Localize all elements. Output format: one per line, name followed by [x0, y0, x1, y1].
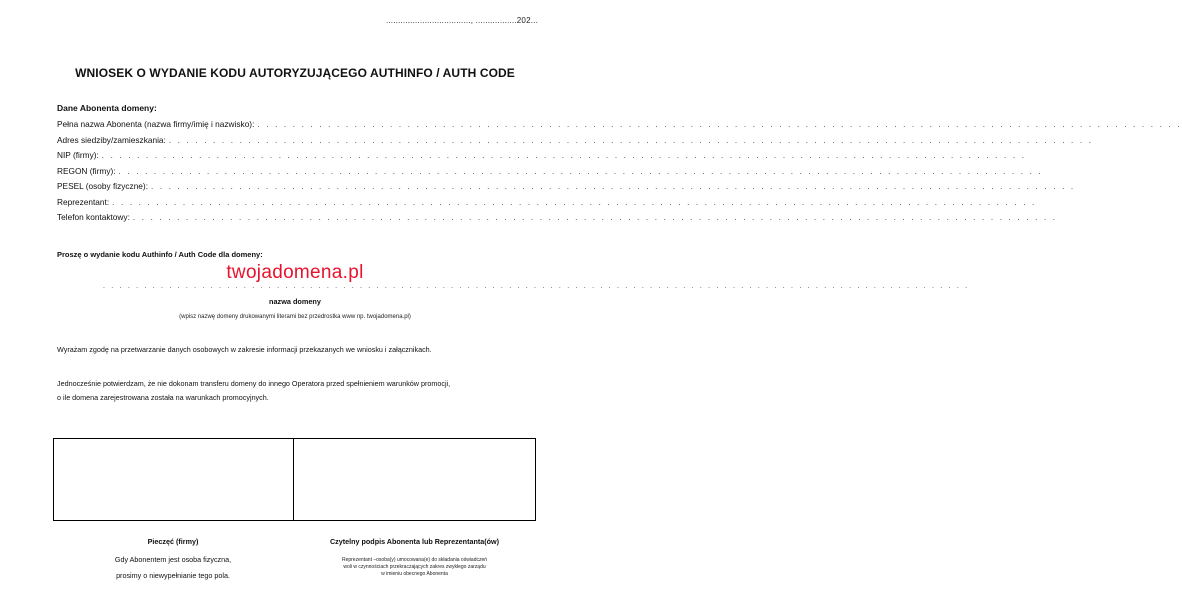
domain-fill-in-dots: . . . . . . . . . . . . . . . . . . . . . . . . . . . . . . . . . . . . . . . . . . . . . . . . . . . . . . . . . . . . . . . . . . . . . . . . . . . . . . . . . . . . . . . . . . . . . . . . . . . . . . . . .: [103, 283, 970, 290]
signature-note-line-1: Reprezentant –osoba(y) umocowana(e) do składania oświadczeń: [341, 557, 488, 563]
fill-in-dots: . . . . . . . . . . . . . . . . . . . . . . . . . . . . . . . . . . . . . . . . . . . . . . . . . . . . . . . . . . . . . . . . . . . . . . . . . . . . . . . . . . . . . . . . . . . . . . . . . . . . . . . . .: [101, 151, 1027, 160]
field-pesel[interactable]: [57, 181, 1076, 197]
request-text: Proszę o wydanie kodu Authinfo / Auth Code dla domeny:: [57, 250, 263, 259]
field-full-name[interactable]: [57, 119, 1182, 135]
field-regon[interactable]: [57, 165, 1043, 182]
fill-in-dots: . . . . . . . . . . . . . . . . . . . . . . . . . . . . . . . . . . . . . . . . . . . . . . . . . . . . . . . . . . . . . . . . . . . . . . . . . . . . . . . . . . . . . . . . . . . . . . . . . . . . . . . . .: [257, 120, 1182, 129]
stamp-note-line-1: Gdy Abonentem jest osoba fizyczna,: [114, 555, 232, 564]
fill-in-dots: . . . . . . . . . . . . . . . . . . . . . . . . . . . . . . . . . . . . . . . . . . . . . . . . . . . . . . . . . . . . . . . . . . . . . . . . . . . . . . . . . . . . . . . . . . . . . . . . . . . . . . . . .: [118, 166, 1043, 176]
stamp-title: Pieczęć (firmy): [147, 537, 199, 546]
fill-in-dots: . . . . . . . . . . . . . . . . . . . . . . . . . . . . . . . . . . . . . . . . . . . . . . . . . . . . . . . . . . . . . . . . . . . . . . . . . . . . . . . . . . . . . . . . . . . . . . . . . . . . . . . . .: [112, 197, 1037, 207]
place-date-line: ..................................., .................202...: [385, 16, 538, 25]
field-label: Adres siedziby/zamieszkania:: [57, 134, 166, 145]
domain-name-hint: (wpisz nazwę domeny drukowanymi literami bez przedrostka www np. twojadomena.pl): [179, 314, 411, 320]
signature-note-line-2: woli w czynnościach przekraczających zakres zwykłego zarządu: [343, 564, 486, 570]
signature-box: [53, 438, 536, 521]
field-phone[interactable]: [57, 212, 1058, 228]
domain-name-value[interactable]: twojadomena.pl: [226, 262, 364, 283]
field-label: Pełna nazwa Abonenta (nazwa firmy/imię i nazwisko):: [57, 119, 255, 129]
stamp-note: [53, 552, 293, 584]
field-address[interactable]: [57, 134, 1094, 151]
field-nip[interactable]: [57, 150, 1027, 166]
fill-in-dots: . . . . . . . . . . . . . . . . . . . . . . . . . . . . . . . . . . . . . . . . . . . . . . . . . . . . . . . . . . . . . . . . . . . . . . . . . . . . . . . . . . . . . . . . . . . . . . . . . . . . . . . . .: [151, 182, 1076, 191]
field-representative[interactable]: [57, 196, 1037, 213]
data-processing-consent: Wyrażam zgodę na przetwarzanie danych osobowych w zakresie informacji przekazanych we wniosku i załącznikach.: [57, 345, 432, 354]
confirmation-line-1: Jednocześnie potwierdzam, że nie dokonam transferu domeny do innego Operatora przed spełnieniem warunków promocji,: [57, 379, 451, 388]
confirmation-line-2: o ile domena zarejestrowana została na warunkach promocyjnych.: [57, 393, 269, 402]
signature-area[interactable]: [294, 439, 535, 520]
form-title: WNIOSEK O WYDANIE KODU AUTORYZUJĄCEGO AUTHINFO / AUTH CODE: [75, 66, 515, 80]
field-label: Reprezentant:: [57, 196, 110, 207]
fill-in-dots: . . . . . . . . . . . . . . . . . . . . . . . . . . . . . . . . . . . . . . . . . . . . . . . . . . . . . . . . . . . . . . . . . . . . . . . . . . . . . . . . . . . . . . . . . . . . . . . . . . . . . . . . .: [168, 135, 1094, 145]
field-label: PESEL (osoby fizyczne):: [57, 181, 148, 191]
field-label: Telefon kontaktowy:: [57, 212, 130, 222]
subscriber-section-header: Dane Abonenta domeny:: [57, 103, 157, 113]
field-label: REGON (firmy):: [57, 165, 116, 176]
stamp-note-line-2: prosimy o niewypełnianie tego pola.: [116, 571, 230, 580]
signature-note-line-3: w imieniu obecnego Abonenta: [381, 571, 448, 577]
field-label: NIP (firmy):: [57, 150, 99, 160]
signature-note: [293, 557, 536, 578]
subscriber-fields: [57, 119, 1182, 228]
transfer-confirmation: [57, 377, 450, 405]
signature-title: Czytelny podpis Abonenta lub Reprezentanta(ów): [329, 537, 500, 546]
domain-name-label: nazwa domeny: [269, 297, 321, 306]
fill-in-dots: . . . . . . . . . . . . . . . . . . . . . . . . . . . . . . . . . . . . . . . . . . . . . . . . . . . . . . . . . . . . . . . . . . . . . . . . . . . . . . . . . . . . . . . . . . . . . . . . . . . . . . . . .: [132, 213, 1058, 222]
stamp-area[interactable]: [54, 439, 294, 520]
